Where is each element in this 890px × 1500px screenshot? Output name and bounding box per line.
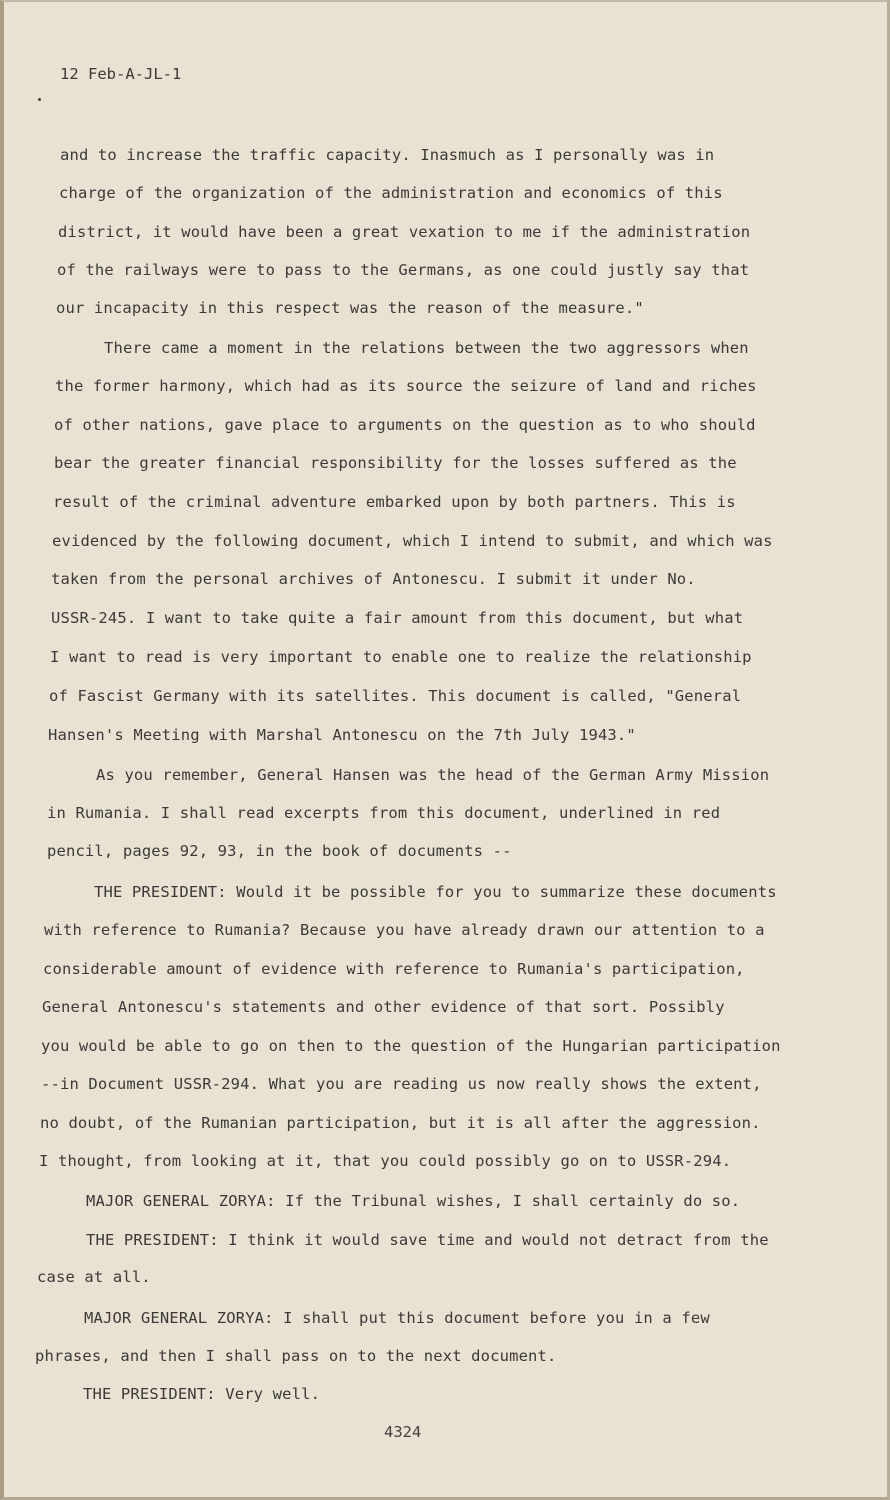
text-line: THE PRESIDENT: I think it would save time and would not detract from the <box>86 1231 769 1249</box>
page-header: 12 Feb-A-JL-1 <box>60 65 182 83</box>
text-line: result of the criminal adventure embarked upon by both partners. This is <box>53 493 736 511</box>
text-line: charge of the organization of the administration and economics of this <box>59 184 723 202</box>
text-line: Hansen's Meeting with Marshal Antonescu on the 7th July 1943." <box>48 726 636 744</box>
text-line: I thought, from looking at it, that you could possibly go on to USSR-294. <box>39 1152 732 1170</box>
text-line: bear the greater financial responsibility for the losses suffered as the <box>54 454 737 472</box>
text-line: with reference to Rumania? Because you have already drawn our attention to a <box>44 921 765 939</box>
text-line: There came a moment in the relations between the two aggressors when <box>104 339 749 357</box>
text-line: phrases, and then I shall pass on to the next document. <box>35 1347 557 1365</box>
text-line: evidenced by the following document, which I intend to submit, and which was <box>52 532 773 550</box>
text-line: in Rumania. I shall read excerpts from this document, underlined in red <box>47 804 721 822</box>
text-line: considerable amount of evidence with reference to Rumania's participation, <box>43 960 745 978</box>
text-line: General Antonescu's statements and other evidence of that sort. Possibly <box>42 998 725 1016</box>
text-line: of the railways were to pass to the Germans, as one could justly say that <box>57 261 750 279</box>
text-line: pencil, pages 92, 93, in the book of documents -- <box>47 842 512 860</box>
text-line: MAJOR GENERAL ZORYA: If the Tribunal wishes, I shall certainly do so. <box>86 1192 741 1210</box>
text-line: USSR-245. I want to take quite a fair amount from this document, but what <box>51 609 744 627</box>
text-line: MAJOR GENERAL ZORYA: I shall put this document before you in a few <box>84 1309 710 1327</box>
text-line: of other nations, gave place to arguments on the question as to who should <box>54 416 756 434</box>
text-line: you would be able to go on then to the question of the Hungarian participation <box>41 1037 781 1055</box>
text-line: taken from the personal archives of Antonescu. I submit it under No. <box>51 570 696 588</box>
text-line: no doubt, of the Rumanian participation, but it is all after the aggression. <box>40 1114 761 1132</box>
text-line: case at all. <box>37 1268 151 1286</box>
text-line: the former harmony, which had as its source the seizure of land and riches <box>55 377 757 395</box>
text-line: and to increase the traffic capacity. Inasmuch as I personally was in <box>60 146 715 164</box>
text-line: district, it would have been a great vexation to me if the administration <box>58 223 751 241</box>
text-line: THE PRESIDENT: Very well. <box>83 1385 321 1403</box>
text-line: THE PRESIDENT: Would it be possible for you to summarize these documents <box>94 883 777 901</box>
text-line: As you remember, General Hansen was the head of the German Army Mission <box>96 766 770 784</box>
text-line: --in Document USSR-294. What you are reading us now really shows the extent, <box>41 1075 762 1093</box>
page-number: 4324 <box>384 1423 422 1441</box>
margin-mark <box>38 98 41 101</box>
text-line: I want to read is very important to enable one to realize the relationship <box>50 648 752 666</box>
text-line: of Fascist Germany with its satellites. This document is called, "General <box>49 687 742 705</box>
text-line: our incapacity in this respect was the reason of the measure." <box>56 299 644 317</box>
